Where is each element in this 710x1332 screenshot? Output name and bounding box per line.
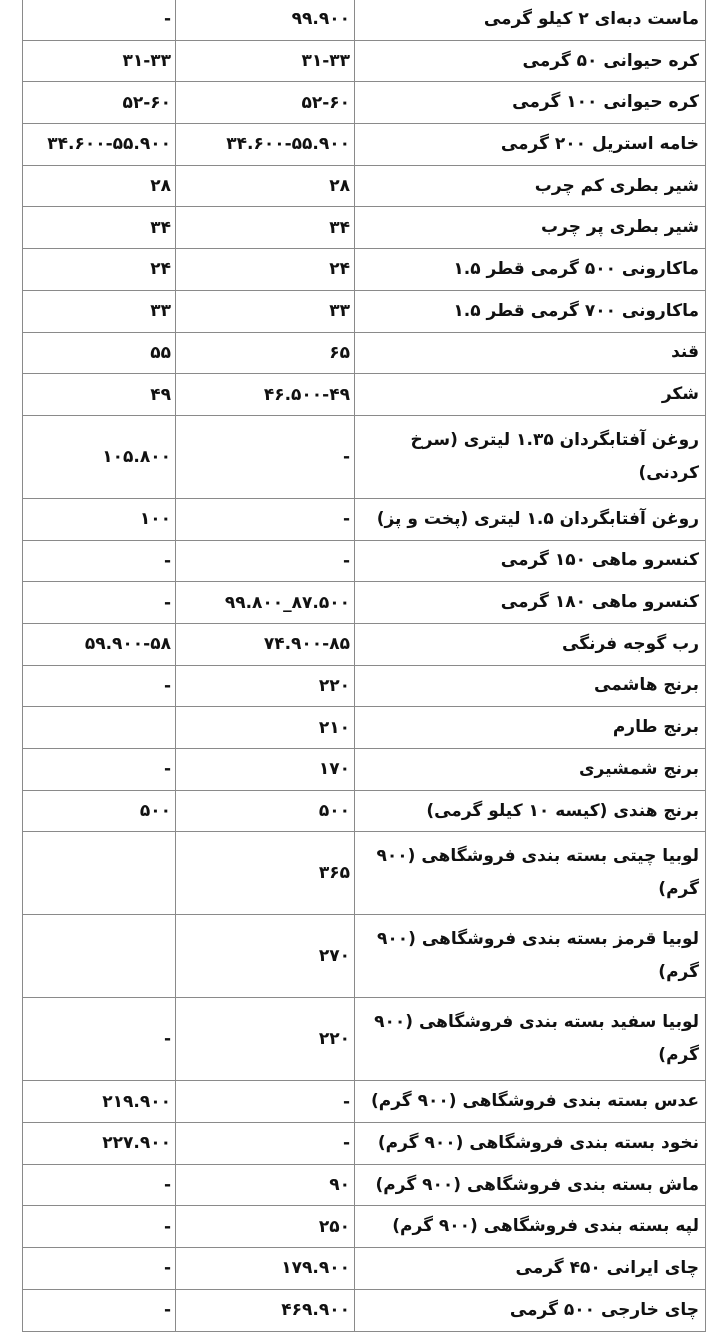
price-cell-secondary: ۳۱-۳۳ — [23, 40, 176, 82]
price-cell-secondary: ۲۴ — [23, 249, 176, 291]
item-name-cell: روغن آفتابگردان ۱.۳۵ لیتری (سرخ کردنی) — [355, 415, 706, 498]
table-row — [23, 1164, 706, 1206]
table-row — [23, 1206, 706, 1248]
price-cell-primary: ۱۷۹.۹۰۰ — [176, 1248, 355, 1290]
price-cell-primary: ۳۴ — [176, 207, 355, 249]
item-name-cell: کنسرو ماهی ۱۸۰ گرمی — [355, 582, 706, 624]
item-name-cell: برنج شمشیری — [355, 749, 706, 791]
price-cell-secondary: ۳۴.۶۰۰-۵۵.۹۰۰ — [23, 124, 176, 166]
table-row — [23, 249, 706, 291]
item-name-cell: ماست دبه‌ای ۲ کیلو گرمی — [355, 0, 706, 40]
table-row — [23, 40, 706, 82]
table-row — [23, 707, 706, 749]
price-cell-secondary: ۵۵ — [23, 332, 176, 374]
item-name-cell: کره حیوانی ۱۰۰ گرمی — [355, 82, 706, 124]
price-cell-primary: ۴۶۹.۹۰۰ — [176, 1289, 355, 1331]
item-name-cell: شیر بطری کم چرب — [355, 165, 706, 207]
price-cell-secondary — [23, 707, 176, 749]
table-row — [23, 582, 706, 624]
price-cell-primary: ۳۶۵ — [176, 832, 355, 915]
price-cell-primary: ۲۵۰ — [176, 1206, 355, 1248]
price-cell-primary: ۲۸ — [176, 165, 355, 207]
price-cell-primary: ۹۹.۹۰۰ — [176, 0, 355, 40]
table-row — [23, 1123, 706, 1165]
item-name-cell: نخود بسته بندی فروشگاهی (۹۰۰ گرم) — [355, 1123, 706, 1165]
item-name-cell: ماکارونی ۷۰۰ گرمی قطر ۱.۵ — [355, 290, 706, 332]
table-row — [23, 1289, 706, 1331]
price-cell-primary: ۱۷۰ — [176, 749, 355, 791]
price-cell-secondary: - — [23, 749, 176, 791]
price-cell-primary: - — [176, 1123, 355, 1165]
table-row — [23, 540, 706, 582]
item-name-cell: ماش بسته بندی فروشگاهی (۹۰۰ گرم) — [355, 1164, 706, 1206]
item-name-cell: لوبیا قرمز بسته بندی فروشگاهی (۹۰۰ گرم) — [355, 915, 706, 998]
price-cell-primary: ۲۲۰ — [176, 998, 355, 1081]
table-row — [23, 498, 706, 540]
price-table-body — [23, 0, 706, 1331]
price-cell-secondary: ۳۳ — [23, 290, 176, 332]
price-cell-primary: ۶۵ — [176, 332, 355, 374]
price-cell-secondary: - — [23, 1289, 176, 1331]
price-cell-primary: - — [176, 415, 355, 498]
item-name-cell: چای خارجی ۵۰۰ گرمی — [355, 1289, 706, 1331]
item-name-cell: ماکارونی ۵۰۰ گرمی قطر ۱.۵ — [355, 249, 706, 291]
table-row — [23, 207, 706, 249]
price-cell-primary: ۹۰ — [176, 1164, 355, 1206]
table-row — [23, 665, 706, 707]
table-row — [23, 623, 706, 665]
price-cell-secondary: ۱۰۰ — [23, 498, 176, 540]
price-cell-secondary: ۲۲۷.۹۰۰ — [23, 1123, 176, 1165]
price-cell-primary: ۵۲-۶۰ — [176, 82, 355, 124]
table-row — [23, 1081, 706, 1123]
price-cell-secondary: - — [23, 665, 176, 707]
table-row — [23, 124, 706, 166]
price-cell-primary: ۳۱-۳۳ — [176, 40, 355, 82]
price-cell-secondary: ۱۰۵.۸۰۰ — [23, 415, 176, 498]
table-row — [23, 165, 706, 207]
price-cell-secondary: ۲۸ — [23, 165, 176, 207]
price-cell-primary: ۹۹.۸۰۰_۸۷.۵۰۰ — [176, 582, 355, 624]
price-cell-primary: ۳۳ — [176, 290, 355, 332]
item-name-cell: خامه استریل ۲۰۰ گرمی — [355, 124, 706, 166]
item-name-cell: برنج طارم — [355, 707, 706, 749]
item-name-cell: کره حیوانی ۵۰ گرمی — [355, 40, 706, 82]
price-cell-secondary: ۵۲-۶۰ — [23, 82, 176, 124]
price-cell-primary: - — [176, 540, 355, 582]
price-cell-secondary: ۲۱۹.۹۰۰ — [23, 1081, 176, 1123]
price-cell-primary: ۳۴.۶۰۰-۵۵.۹۰۰ — [176, 124, 355, 166]
table-row — [23, 374, 706, 416]
price-cell-secondary: - — [23, 1206, 176, 1248]
price-table — [22, 0, 706, 1332]
price-cell-primary: ۲۱۰ — [176, 707, 355, 749]
item-name-cell: برنج هندی (کیسه ۱۰ کیلو گرمی) — [355, 790, 706, 832]
price-cell-primary: ۴۶.۵۰۰-۴۹ — [176, 374, 355, 416]
item-name-cell: لوبیا چیتی بسته بندی فروشگاهی (۹۰۰ گرم) — [355, 832, 706, 915]
table-row — [23, 1248, 706, 1290]
price-cell-secondary: - — [23, 0, 176, 40]
table-row — [23, 0, 706, 40]
table-row — [23, 415, 706, 498]
price-cell-secondary: - — [23, 998, 176, 1081]
price-cell-primary: - — [176, 498, 355, 540]
price-cell-secondary: ۵۰۰ — [23, 790, 176, 832]
table-row — [23, 290, 706, 332]
item-name-cell: رب گوجه فرنگی — [355, 623, 706, 665]
item-name-cell: برنج هاشمی — [355, 665, 706, 707]
price-cell-secondary: ۴۹ — [23, 374, 176, 416]
table-row — [23, 998, 706, 1081]
item-name-cell: روغن آفتابگردان ۱.۵ لیتری (پخت و پز) — [355, 498, 706, 540]
item-name-cell: چای ایرانی ۴۵۰ گرمی — [355, 1248, 706, 1290]
item-name-cell: لپه بسته بندی فروشگاهی (۹۰۰ گرم) — [355, 1206, 706, 1248]
price-cell-primary: ۲۴ — [176, 249, 355, 291]
table-row — [23, 749, 706, 791]
table-row — [23, 915, 706, 998]
price-cell-secondary: - — [23, 582, 176, 624]
price-cell-primary: ۷۴.۹۰۰-۸۵ — [176, 623, 355, 665]
price-cell-primary: ۲۷۰ — [176, 915, 355, 998]
price-cell-secondary: - — [23, 1248, 176, 1290]
item-name-cell: قند — [355, 332, 706, 374]
item-name-cell: کنسرو ماهی ۱۵۰ گرمی — [355, 540, 706, 582]
price-cell-secondary — [23, 832, 176, 915]
price-cell-primary: - — [176, 1081, 355, 1123]
price-cell-secondary: - — [23, 1164, 176, 1206]
table-row — [23, 832, 706, 915]
table-row — [23, 790, 706, 832]
item-name-cell: شکر — [355, 374, 706, 416]
price-cell-secondary — [23, 915, 176, 998]
table-row — [23, 82, 706, 124]
price-cell-secondary: ۵۹.۹۰۰-۵۸ — [23, 623, 176, 665]
item-name-cell: شیر بطری پر چرب — [355, 207, 706, 249]
price-cell-primary: ۵۰۰ — [176, 790, 355, 832]
item-name-cell: لوبیا سفید بسته بندی فروشگاهی (۹۰۰ گرم) — [355, 998, 706, 1081]
price-cell-secondary: - — [23, 540, 176, 582]
table-row — [23, 332, 706, 374]
price-cell-primary: ۲۲۰ — [176, 665, 355, 707]
item-name-cell: عدس بسته بندی فروشگاهی (۹۰۰ گرم) — [355, 1081, 706, 1123]
price-cell-secondary: ۳۴ — [23, 207, 176, 249]
